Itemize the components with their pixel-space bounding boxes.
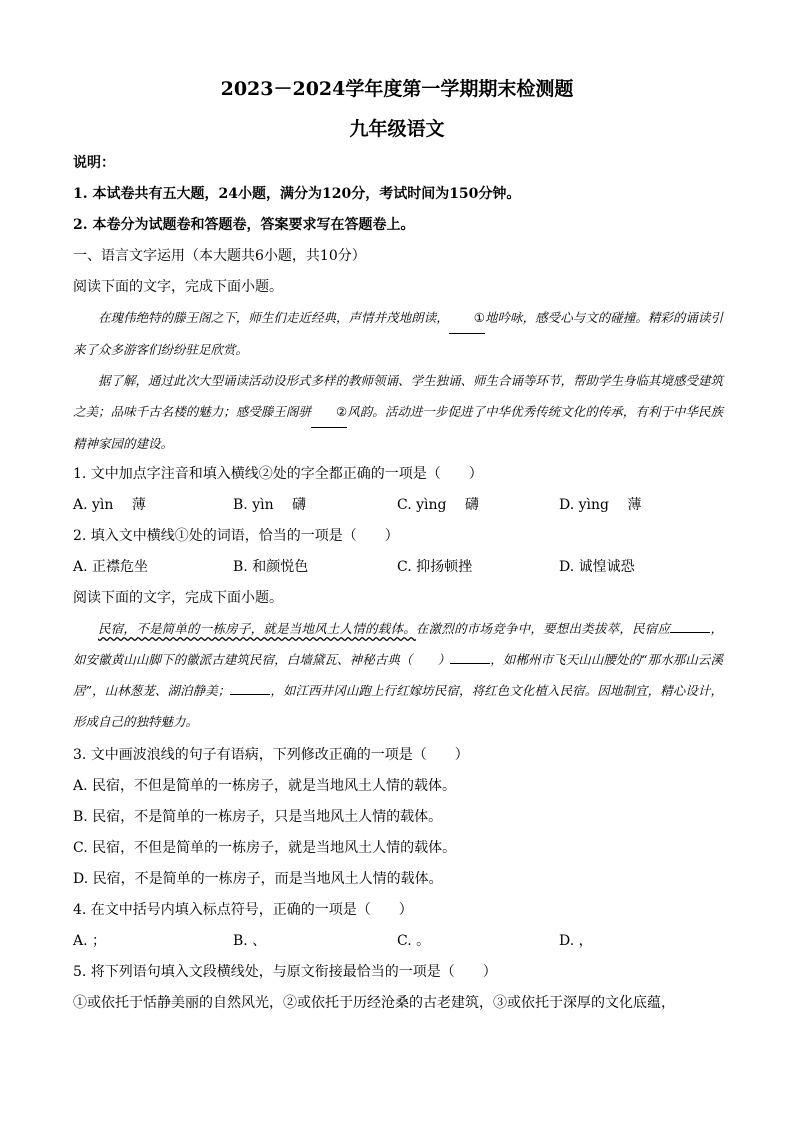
question-1: 1. 文中加点字注音和填入横线②处的字全都正确的一项是（ ） (73, 466, 483, 482)
blank-b (450, 663, 490, 664)
blank-2: ② (311, 396, 347, 428)
q2-option-b: B. 和颜悦色 (233, 559, 309, 575)
q1-option-b: B. yìn 礴 (233, 497, 307, 513)
q5-line-1: ①或依托于恬静美丽的自然风光，②或依托于历经沧桑的古老建筑，③或依托于深厚的文化底蕴， (73, 995, 675, 1011)
exam-subtitle: 九年级语文 (349, 118, 445, 140)
section-1-heading: 一、语言文字运用（本大题共6小题，共10分） (73, 248, 366, 264)
q3-option-c: C. 民宿，不但是简单的一栋房子，就是当地风土人情的载体。 (73, 840, 457, 856)
q4-option-c: C. 。 (397, 933, 431, 949)
blank-c (230, 694, 270, 695)
note-1: 1. 本试卷共有五大题，24小题，满分为120分，考试时间为150分钟。 (73, 186, 521, 202)
question-4: 4. 在文中括号内填入标点符号，正确的一项是（ ） (73, 902, 413, 918)
read-instruction-2: 阅读下面的文字，完成下面小题。 (73, 590, 283, 606)
q4-option-a: A. ； (73, 933, 107, 949)
q1-option-c: C. yìng 礴 (397, 497, 479, 513)
wavy-sentence: 民宿，不是简单的一栋房子，就是当地风土人情的载体。 (98, 621, 416, 636)
passage-1 (73, 302, 723, 459)
q4-option-d: D. ， (559, 933, 593, 949)
q2-option-c: C. 抑扬顿挫 (397, 559, 473, 575)
q3-option-d: D. 民宿，不是简单的一栋房子，而是当地风土人情的载体。 (73, 871, 443, 887)
passage-text: 在瑰伟绝特的滕王阁之下，师生们走近经典，声情并茂地朗读， (98, 310, 449, 325)
exam-title: 2023－2024学年度第一学期期末检测题 (220, 78, 574, 100)
passage-2 (73, 613, 723, 737)
q2-option-d: D. 诚惶诚恐 (559, 559, 635, 575)
blank-a (670, 632, 710, 633)
passage-text: 在激烈的市场竞争中，要想出类拔萃，民宿应 (415, 621, 671, 636)
q1-option-d: D. yìng 薄 (559, 497, 642, 513)
q4-option-b: B. 、 (233, 933, 267, 949)
passage-text: ，如郴州市飞天山山腰处的“那水那山云溪居”，山林葱茏、湖泊静美； (73, 652, 723, 698)
note-heading: 说明： (73, 155, 115, 171)
passage-text: 风韵。活动进一步促进了中华优秀传统文化的传承，有利于中华民族精神家园的建设。 (73, 404, 723, 451)
blank-1: ① (449, 302, 485, 334)
question-5: 5. 将下列语句填入文段横线处，与原文衔接最恰当的一项是（ ） (73, 964, 497, 980)
passage-2-para (73, 613, 723, 737)
passage-text: ，如安徽黄山山脚下的徽派古建筑民宿，白墙黛瓦、神秘古典（ ） (73, 621, 723, 667)
passage-text: ，如江西井冈山跑上行红嫁坊民宿，将红色文化植入民宿。因地制宜，精心设计，形成自己的独特魅力。 (73, 683, 723, 729)
note-2: 2. 本卷分为试题卷和答题卷，答案要求写在答题卷上。 (73, 217, 415, 233)
passage-text: 地吟咏，感受心与文的碰撞。精彩的诵读引来了众多游客们纷纷驻足欣赏。 (73, 310, 723, 357)
passage-text: 据了解，通过此次大型诵读活动设形式多样的教师领诵、学生独诵、师生合诵等环节，帮助学生身临其境感受建筑之美；品味千古名楼的魅力；感受滕王阁骈 (73, 373, 724, 419)
q3-option-a: A. 民宿，不但是简单的一栋房子，就是当地风土人情的载体。 (73, 778, 457, 794)
question-2: 2. 填入文中横线①处的词语，恰当的一项是（ ） (73, 528, 399, 544)
q3-option-b: B. 民宿，不是简单的一栋房子，只是当地风土人情的载体。 (73, 809, 443, 825)
passage-1-para-1 (73, 302, 723, 365)
question-3: 3. 文中画波浪线的句子有语病，下列修改正确的一项是（ ） (73, 747, 469, 763)
q1-option-a: A. yìn 薄 (73, 497, 146, 513)
passage-1-para-2 (73, 365, 723, 459)
q2-option-a: A. 正襟危坐 (73, 559, 149, 575)
read-instruction-1: 阅读下面的文字，完成下面小题。 (73, 279, 283, 295)
